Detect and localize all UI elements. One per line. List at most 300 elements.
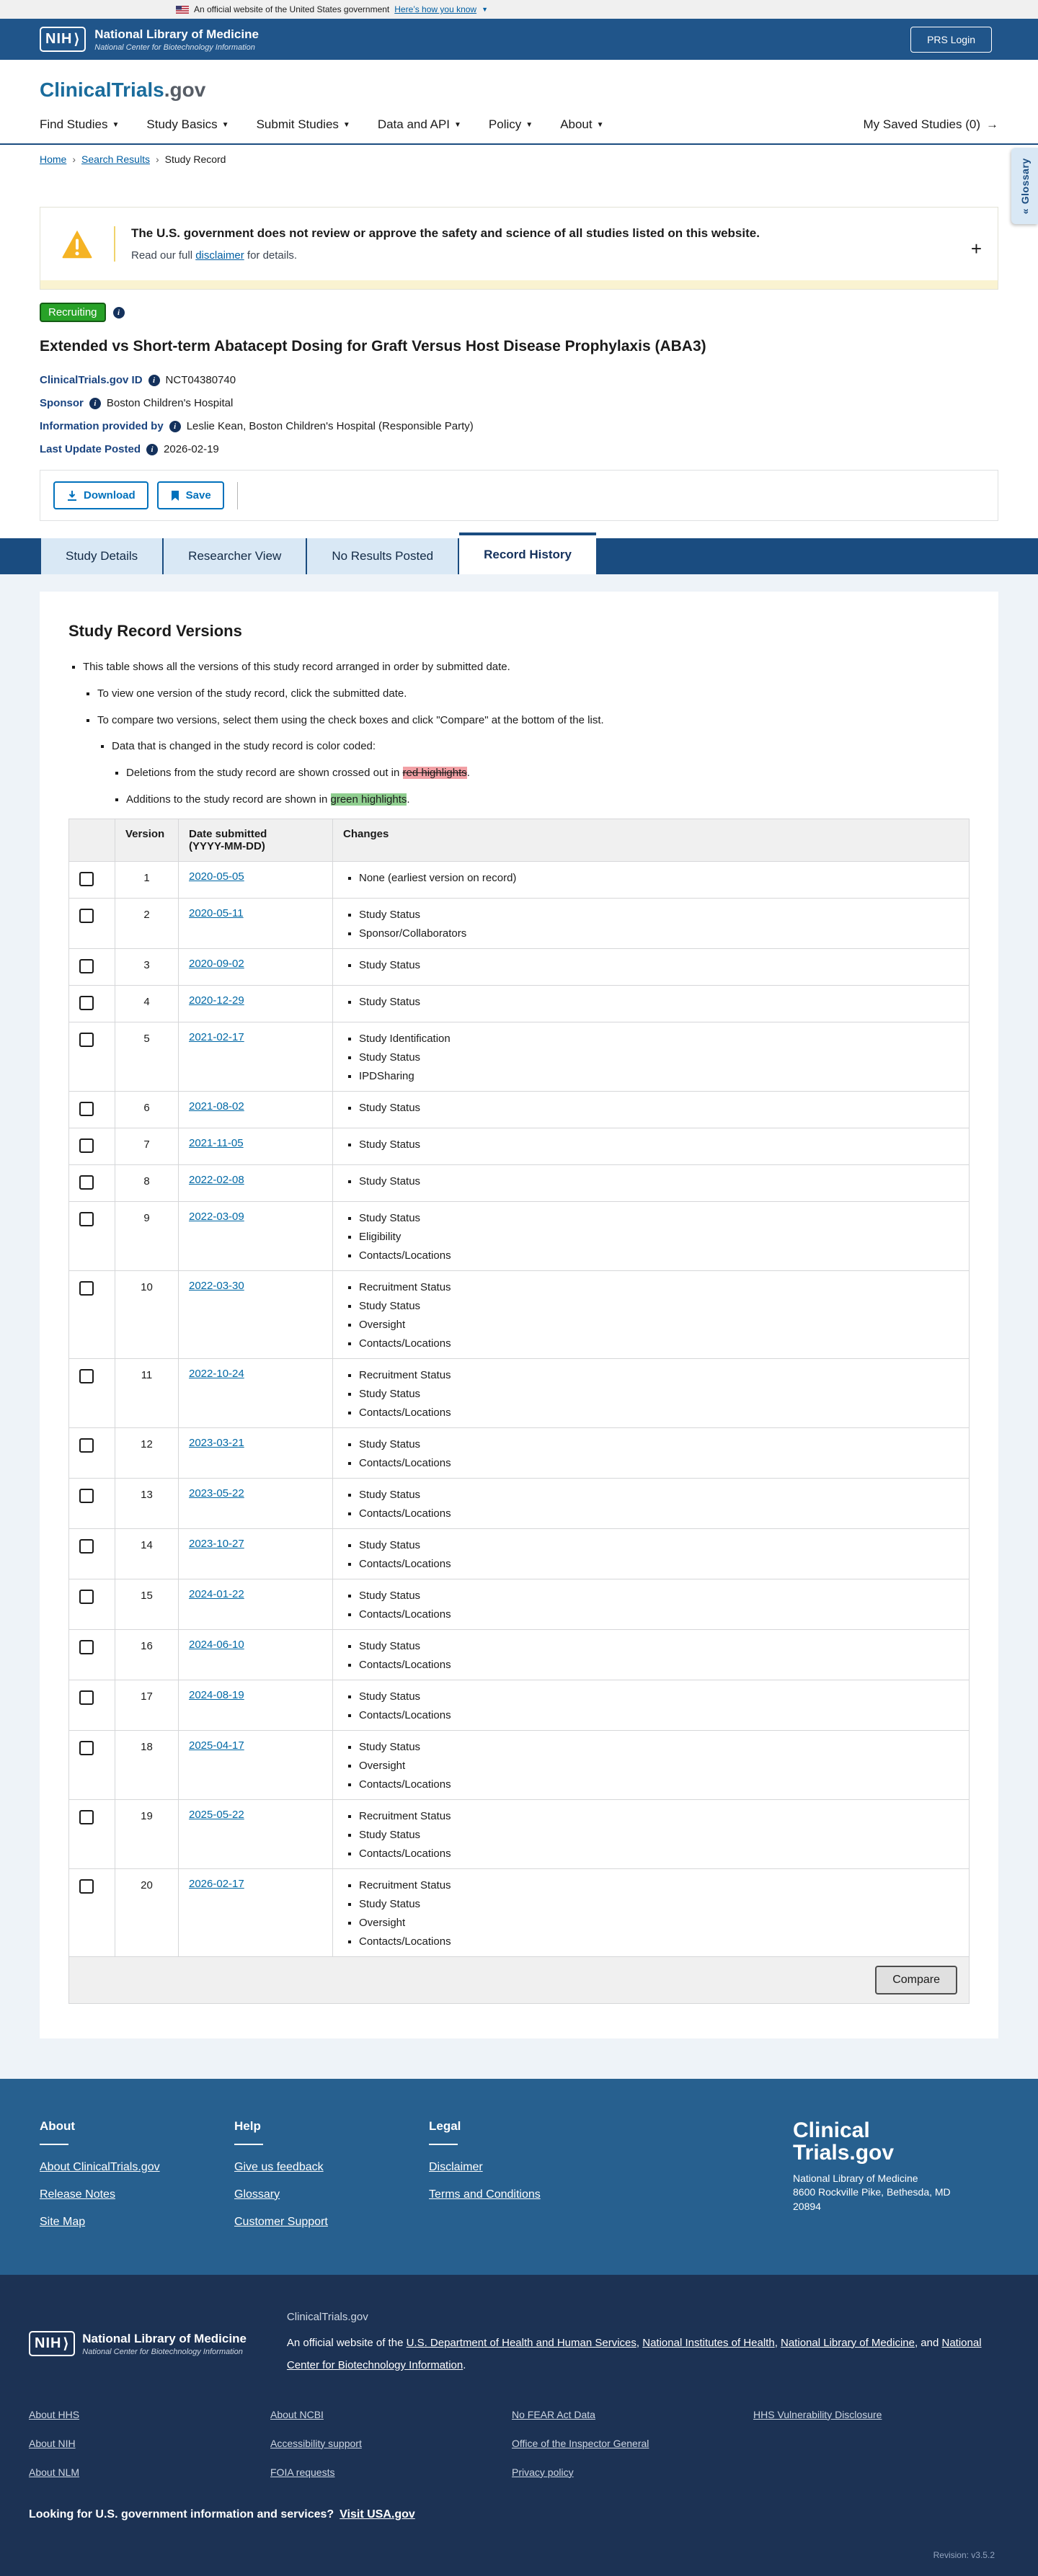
checkbox-cell — [69, 1528, 115, 1579]
date-cell — [179, 861, 333, 898]
version-checkbox[interactable] — [79, 1033, 94, 1047]
footer-link-privacy-policy[interactable]: Privacy policy — [512, 2466, 574, 2478]
nih-swoosh-icon: ⟩ — [74, 32, 81, 48]
how-you-know-link[interactable]: Here’s how you know — [394, 4, 477, 14]
change-item: ▪ Contacts/Locations — [359, 1507, 959, 1520]
checkbox-cell — [69, 898, 115, 948]
glossary-tab-label: Glossary — [1019, 157, 1031, 204]
disclaimer-link[interactable]: disclaimer — [195, 249, 244, 262]
checkbox-cell — [69, 1629, 115, 1680]
chevron-down-icon: ▼ — [112, 120, 120, 129]
green-highlight-sample: green highlights — [330, 793, 407, 806]
version-column-header: Version — [115, 819, 179, 861]
version-number: 20 — [115, 1868, 179, 1956]
version-number: 7 — [115, 1128, 179, 1164]
date-cell — [179, 898, 333, 948]
change-item: ▪ Contacts/Locations — [359, 1407, 959, 1419]
record-history-card — [40, 592, 998, 2038]
footer-link-office-of-the-inspector-general[interactable]: Office of the Inspector General — [512, 2437, 649, 2449]
deletion-legend: ▪ Deletions from the study record are shown crossed out in red highlights. — [126, 765, 970, 781]
checkbox-cell — [69, 1022, 115, 1091]
date-link[interactable]: 2024-06-10 — [189, 1638, 244, 1651]
footer-link-customer-support[interactable]: Customer Support — [234, 2215, 328, 2228]
changes-list — [346, 1810, 959, 1860]
change-item: ▪ Contacts/Locations — [359, 1935, 959, 1948]
version-checkbox[interactable] — [79, 1590, 94, 1604]
changes-list — [346, 872, 959, 884]
official-link-national-institutes-of-health[interactable]: National Institutes of Health — [642, 2336, 775, 2349]
change-item: ▪ Study Status — [359, 959, 959, 971]
clinicaltrials-logo[interactable] — [40, 79, 998, 102]
change-item: ▪ Contacts/Locations — [359, 1608, 959, 1621]
changes-cell — [333, 1629, 970, 1680]
nav-item-label: Find Studies — [40, 117, 108, 131]
footer-link-about-clinicaltrials-gov[interactable]: About ClinicalTrials.gov — [40, 2160, 160, 2173]
changes-list — [346, 1212, 959, 1262]
footer-link-glossary[interactable]: Glossary — [234, 2188, 280, 2201]
version-number: 8 — [115, 1164, 179, 1201]
official-site-text: An official website of the United States government — [194, 4, 390, 14]
date-link[interactable]: 2022-10-24 — [189, 1367, 244, 1380]
main-nav — [40, 117, 998, 143]
link-grid-item — [512, 2409, 753, 2422]
change-item: ▪ Contacts/Locations — [359, 1659, 959, 1671]
change-item: ▪ Study Status — [359, 909, 959, 921]
change-item: ▪ Study Status — [359, 996, 959, 1008]
nav-item-submit-studies[interactable] — [257, 117, 350, 132]
disclaimer-alert — [40, 207, 998, 290]
checkbox-cell — [69, 1478, 115, 1528]
changes-cell — [333, 898, 970, 948]
change-item: ▪ Sponsor/Collaborators — [359, 927, 959, 940]
changes-column-header: Changes — [333, 819, 970, 861]
official-joiner: . — [463, 2359, 466, 2371]
logo-main-text: ClinicalTrials — [40, 79, 164, 101]
nav-item-about[interactable] — [560, 117, 603, 132]
official-joiner: , — [636, 2336, 643, 2349]
footer-upper — [0, 2079, 1038, 2275]
version-number: 16 — [115, 1629, 179, 1680]
date-cell — [179, 1629, 333, 1680]
date-cell — [179, 1022, 333, 1091]
nav-item-policy[interactable] — [489, 117, 533, 132]
link-grid-item — [270, 2466, 512, 2479]
change-item: ▪ Study Status — [359, 1175, 959, 1187]
breadcrumb — [0, 145, 1038, 174]
change-item: ▪ Contacts/Locations — [359, 1249, 959, 1262]
date-cell — [179, 1478, 333, 1528]
changes-list — [346, 1741, 959, 1791]
arrow-right-icon: → — [986, 117, 998, 131]
changes-cell — [333, 1091, 970, 1128]
breadcrumb-separator: › — [72, 153, 76, 165]
version-number: 15 — [115, 1579, 179, 1629]
version-checkbox[interactable] — [79, 996, 94, 1010]
change-item: ▪ Recruitment Status — [359, 1369, 959, 1381]
glossary-tab[interactable] — [1011, 148, 1038, 224]
changes-list — [346, 1640, 959, 1671]
version-checkbox[interactable] — [79, 959, 94, 973]
date-link[interactable]: 2026-02-17 — [189, 1877, 244, 1890]
checkbox-cell — [69, 1164, 115, 1201]
change-item: ▪ IPDSharing — [359, 1070, 959, 1082]
changes-cell — [333, 1680, 970, 1730]
version-number: 1 — [115, 861, 179, 898]
footer-clinicaltrials-logo: Clinical Trials.gov — [793, 2118, 895, 2165]
footer-heading-rule — [234, 2144, 263, 2145]
footer-link-terms-and-conditions[interactable]: Terms and Conditions — [429, 2188, 541, 2201]
id-label: ClinicalTrials.gov ID — [40, 374, 143, 386]
change-item: ▪ Recruitment Status — [359, 1281, 959, 1293]
table-row — [69, 1478, 970, 1528]
date-link[interactable]: 2024-01-22 — [189, 1587, 244, 1600]
breadcrumb-separator: › — [155, 153, 159, 165]
last-update-label: Last Update Posted — [40, 443, 141, 455]
footer-nlm-title: National Library of Medicine — [82, 2331, 247, 2345]
footer-link-list — [429, 2161, 624, 2201]
footer-link-item — [40, 2161, 234, 2174]
version-checkbox[interactable] — [79, 1138, 94, 1153]
date-link[interactable]: 2021-08-02 — [189, 1100, 244, 1113]
change-item: ▪ Study Status — [359, 1102, 959, 1114]
changes-cell — [333, 1799, 970, 1868]
my-saved-studies-link[interactable] — [863, 117, 998, 132]
alert-body — [131, 249, 760, 262]
nih-logo[interactable] — [40, 27, 86, 52]
footer-link-no-fear-act-data[interactable]: No FEAR Act Data — [512, 2408, 595, 2420]
usa-gov-line: Looking for U.S. government information and services? Visit USA.gov — [29, 2508, 415, 2521]
footer-link-about-ncbi[interactable]: About NCBI — [270, 2408, 324, 2420]
nav-item-find-studies[interactable] — [40, 117, 119, 132]
changes-list — [346, 1690, 959, 1721]
logo-suffix-text: .gov — [164, 79, 206, 101]
table-row — [69, 985, 970, 1022]
changes-cell — [333, 985, 970, 1022]
info-icon[interactable]: i — [148, 375, 160, 386]
breadcrumb-search-results[interactable]: Search Results — [81, 153, 150, 165]
tab-label: Record History — [484, 548, 572, 561]
version-checkbox[interactable] — [79, 1741, 94, 1755]
changes-list — [346, 1590, 959, 1621]
footer-link-about-hhs[interactable]: About HHS — [29, 2408, 80, 2420]
link-grid-column-4 — [753, 2409, 995, 2495]
change-item: ▪ Study Status — [359, 1590, 959, 1602]
version-number: 18 — [115, 1730, 179, 1799]
nav-item-label: Study Basics — [146, 117, 218, 131]
footer-heading-rule — [429, 2144, 458, 2145]
date-cell — [179, 1128, 333, 1164]
compare-row — [68, 1957, 970, 2004]
nih-swoosh-icon: ⟩ — [63, 2336, 70, 2352]
chevron-down-icon: ▼ — [482, 6, 489, 13]
chevron-down-icon: ▼ — [454, 120, 461, 129]
changes-list — [346, 996, 959, 1008]
checkbox-cell — [69, 1868, 115, 1956]
footer-link-release-notes[interactable]: Release Notes — [40, 2188, 115, 2201]
change-item: ▪ Study Identification — [359, 1033, 959, 1045]
change-item: ▪ Recruitment Status — [359, 1879, 959, 1891]
last-update-value: 2026-02-19 — [164, 443, 219, 455]
saved-studies-label: My Saved Studies (0) — [863, 117, 980, 131]
date-link[interactable]: 2021-02-17 — [189, 1030, 244, 1043]
footer-link-about-nlm[interactable]: About NLM — [29, 2466, 80, 2478]
page-title: Extended vs Short-term Abatacept Dosing for Graft Versus Host Disease Prophylaxis (ABA3) — [40, 338, 706, 355]
nav-item-study-basics[interactable] — [146, 117, 229, 132]
tab-record-history[interactable] — [459, 532, 596, 574]
footer-nlm-subtitle: National Center for Biotechnology Information — [82, 2347, 243, 2356]
us-flag-icon — [176, 6, 189, 14]
footer-heading-rule — [40, 2144, 68, 2145]
table-row — [69, 1358, 970, 1427]
changes-cell — [333, 1528, 970, 1579]
visit-usa-gov-link[interactable]: Visit USA.gov — [340, 2508, 415, 2521]
site-header — [0, 60, 1038, 145]
footer-nih-logo[interactable] — [29, 2311, 247, 2377]
save-button[interactable] — [157, 481, 224, 509]
footer-brand — [793, 2119, 973, 2243]
date-link[interactable]: 2025-05-22 — [189, 1808, 244, 1821]
checkbox-cell — [69, 985, 115, 1022]
link-grid-item — [29, 2438, 270, 2451]
footer-column-help — [234, 2119, 429, 2243]
version-checkbox[interactable] — [79, 1369, 94, 1383]
chevron-down-icon: ▼ — [221, 120, 229, 129]
alert-bottom-strip — [40, 280, 998, 289]
collapse-chevron-icon: « — [1019, 208, 1031, 215]
table-row — [69, 1128, 970, 1164]
date-link[interactable]: 2023-10-27 — [189, 1537, 244, 1550]
bookmark-icon — [170, 490, 180, 502]
tab-label: Study Details — [66, 549, 138, 563]
version-checkbox[interactable] — [79, 1690, 94, 1705]
version-checkbox[interactable] — [79, 1438, 94, 1453]
nav-item-data-and-api[interactable] — [378, 117, 461, 132]
link-grid-item — [29, 2409, 270, 2422]
link-grid-item — [270, 2409, 512, 2422]
date-cell — [179, 1164, 333, 1201]
table-row — [69, 1629, 970, 1680]
footer-link-list — [234, 2161, 429, 2229]
footer-link-hhs-vulnerability-disclosure[interactable]: HHS Vulnerability Disclosure — [753, 2408, 882, 2420]
footer-heading: Legal — [429, 2118, 461, 2133]
table-row — [69, 898, 970, 948]
download-button[interactable] — [53, 481, 148, 509]
table-header-row — [69, 819, 970, 861]
date-link[interactable]: 2025-04-17 — [189, 1739, 244, 1752]
version-number: 6 — [115, 1091, 179, 1128]
change-item: ▪ Eligibility — [359, 1231, 959, 1243]
info-icon[interactable]: i — [89, 398, 101, 409]
change-item: ▪ Study Status — [359, 1138, 959, 1151]
nlm-title: National Library of Medicine — [94, 27, 259, 41]
footer-link-item — [40, 2188, 234, 2201]
date-link[interactable]: 2023-05-22 — [189, 1487, 244, 1499]
chevron-down-icon: ▼ — [342, 120, 350, 129]
compare-button[interactable]: Compare — [875, 1966, 957, 1995]
info-provided-value: Leslie Kean, Boston Children's Hospital (Responsible Party) — [186, 420, 474, 432]
version-checkbox[interactable] — [79, 1102, 94, 1116]
prs-login-button[interactable]: PRS Login — [910, 27, 992, 53]
change-item: ▪ Contacts/Locations — [359, 1709, 959, 1721]
changes-cell — [333, 1427, 970, 1478]
link-grid-item — [270, 2438, 512, 2451]
checkbox-cell — [69, 1579, 115, 1629]
tab-label: No Results Posted — [332, 549, 434, 563]
table-row — [69, 1868, 970, 1956]
changes-cell — [333, 1730, 970, 1799]
checkbox-cell — [69, 1799, 115, 1868]
change-item: ▪ Study Status — [359, 1212, 959, 1224]
version-number: 19 — [115, 1799, 179, 1868]
footer-column-about — [40, 2119, 234, 2243]
section-heading: Study Record Versions — [68, 622, 242, 640]
date-link[interactable]: 2020-05-11 — [189, 906, 244, 919]
date-link[interactable]: 2024-08-19 — [189, 1688, 244, 1701]
link-grid-column-3 — [512, 2409, 753, 2495]
date-link[interactable]: 2020-09-02 — [189, 957, 244, 970]
breadcrumb-current: Study Record — [164, 153, 226, 165]
changes-cell — [333, 1358, 970, 1427]
date-cell — [179, 1799, 333, 1868]
version-checkbox[interactable] — [79, 872, 94, 886]
intro-line-2b: To compare two versions, select them using the check boxes and click "Compare" at the bottom of the list. — [97, 713, 604, 726]
footer-address: National Library of Medicine 8600 Rockville Pike, Bethesda, MD 20894 — [793, 2172, 951, 2212]
footer-link-item — [40, 2216, 234, 2229]
date-link[interactable]: 2023-03-21 — [189, 1436, 244, 1449]
version-checkbox[interactable] — [79, 909, 94, 923]
version-number: 3 — [115, 948, 179, 985]
date-cell — [179, 1730, 333, 1799]
change-item: ▪ Oversight — [359, 1760, 959, 1772]
table-row — [69, 1022, 970, 1091]
info-icon[interactable]: i — [169, 421, 181, 432]
status-badge: Recruiting — [40, 303, 106, 322]
revision-label: Revision: v3.5.2 — [933, 2549, 995, 2560]
nav-item-label: About — [560, 117, 593, 131]
version-checkbox[interactable] — [79, 1175, 94, 1190]
intro-list — [68, 659, 970, 808]
version-number: 9 — [115, 1201, 179, 1270]
nih-logo-text: NIH — [45, 31, 73, 47]
date-link[interactable]: 2021-11-05 — [189, 1136, 244, 1149]
version-number: 10 — [115, 1270, 179, 1358]
checkbox-cell — [69, 1680, 115, 1730]
date-link[interactable]: 2022-02-08 — [189, 1173, 244, 1186]
changes-cell — [333, 1201, 970, 1270]
footer-link-site-map[interactable]: Site Map — [40, 2215, 86, 2228]
version-checkbox[interactable] — [79, 1489, 94, 1503]
action-toolbar — [40, 470, 998, 521]
tab-no-results-posted[interactable] — [307, 538, 459, 574]
nav-item-label: Submit Studies — [256, 117, 339, 131]
table-row — [69, 1427, 970, 1478]
info-icon[interactable]: i — [113, 307, 125, 318]
date-cell — [179, 1201, 333, 1270]
date-link[interactable]: 2020-12-29 — [189, 994, 244, 1007]
footer-link-about-nih[interactable]: About NIH — [29, 2437, 76, 2449]
checkbox-cell — [69, 1128, 115, 1164]
link-grid-item — [512, 2438, 753, 2451]
changes-list — [346, 1489, 959, 1520]
official-link-national-center-for-biotechnology-information[interactable]: National Center for Biotechnology Information — [286, 2336, 982, 2371]
official-joiner: , and — [914, 2336, 942, 2349]
changes-list — [346, 1539, 959, 1570]
chevron-down-icon: ▼ — [525, 120, 533, 129]
nct-id-value: NCT04380740 — [165, 374, 236, 386]
table-row — [69, 1270, 970, 1358]
footer-column-legal — [429, 2119, 624, 2243]
changes-list — [346, 909, 959, 940]
changes-list — [346, 1879, 959, 1948]
nav-item-label: Policy — [488, 117, 522, 131]
tab-researcher-view[interactable] — [164, 538, 307, 574]
version-number: 4 — [115, 985, 179, 1022]
expand-plus-icon[interactable]: + — [970, 237, 982, 259]
version-checkbox[interactable] — [79, 1879, 94, 1894]
info-provided-label: Information provided by — [40, 420, 164, 432]
official-pre-text: An official website of the — [286, 2336, 407, 2349]
footer-link-accessibility-support[interactable]: Accessibility support — [270, 2437, 362, 2449]
changes-cell — [333, 861, 970, 898]
footer-link-list — [40, 2161, 234, 2229]
footer-link-disclaimer[interactable]: Disclaimer — [429, 2160, 483, 2173]
official-website-sentence — [287, 2332, 993, 2377]
date-link[interactable]: 2022-03-09 — [189, 1210, 244, 1223]
alert-body-pre: Read our full — [131, 249, 196, 262]
date-link[interactable]: 2022-03-30 — [189, 1279, 244, 1292]
red-highlight-sample: red highlights — [402, 767, 467, 779]
version-number: 2 — [115, 898, 179, 948]
date-column-header: Date submitted (YYYY-MM-DD) — [179, 819, 333, 861]
checkbox-cell — [69, 1091, 115, 1128]
version-number: 12 — [115, 1427, 179, 1478]
addition-legend: ▪ Additions to the study record are shown in green highlights. — [126, 792, 970, 808]
checkbox-cell — [69, 861, 115, 898]
tab-study-details[interactable] — [40, 538, 164, 574]
date-link[interactable]: 2020-05-05 — [189, 870, 244, 883]
version-checkbox[interactable] — [79, 1281, 94, 1296]
version-checkbox[interactable] — [79, 1539, 94, 1554]
checkbox-cell — [69, 1270, 115, 1358]
info-icon[interactable]: i — [146, 444, 158, 455]
version-checkbox[interactable] — [79, 1640, 94, 1654]
link-grid-item — [512, 2466, 753, 2479]
footer-link-foia-requests[interactable]: FOIA requests — [270, 2466, 335, 2478]
changes-cell — [333, 948, 970, 985]
intro-line-2a: To view one version of the study record, click the submitted date. — [97, 687, 407, 700]
change-item: ▪ Study Status — [359, 1640, 959, 1652]
official-link-u-s-department-of-health-and-human-services[interactable]: U.S. Department of Health and Human Services — [406, 2336, 636, 2349]
changes-cell — [333, 1579, 970, 1629]
changes-cell — [333, 1164, 970, 1201]
footer-site-label: ClinicalTrials.gov — [286, 2310, 368, 2323]
checkbox-cell — [69, 1358, 115, 1427]
nlm-header — [0, 19, 1038, 60]
version-checkbox[interactable] — [79, 1810, 94, 1824]
official-link-national-library-of-medicine[interactable]: National Library of Medicine — [781, 2336, 915, 2349]
checkbox-cell — [69, 1730, 115, 1799]
chevron-down-icon: ▼ — [596, 120, 604, 129]
save-label: Save — [185, 489, 211, 502]
breadcrumb-home[interactable]: Home — [40, 153, 67, 165]
gov-banner — [0, 0, 1038, 19]
version-number: 14 — [115, 1528, 179, 1579]
footer-link-item — [234, 2161, 429, 2174]
footer-link-give-us-feedback[interactable]: Give us feedback — [234, 2160, 324, 2173]
version-checkbox[interactable] — [79, 1212, 94, 1226]
version-number: 13 — [115, 1478, 179, 1528]
change-item: ▪ None (earliest version on record) — [359, 872, 959, 884]
